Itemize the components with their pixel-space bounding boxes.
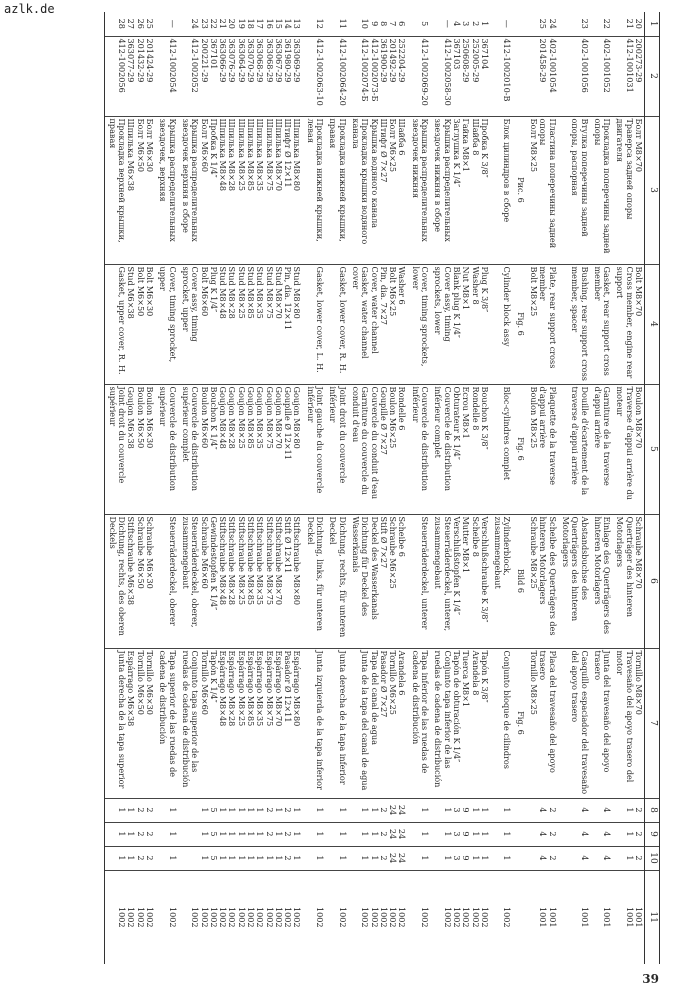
qty-col-9: 1 <box>155 822 178 846</box>
desc-english: Plug K 3/8″ Washer 8 Nut M8×1 Blank plug K 1/4″ Cover assy, timing sprockets, lower <box>430 264 490 384</box>
desc-spanish: Tornillo M6×30 Tornillo M6×50 Espárrago M6×38 Junta derecha de la tapa superior <box>104 648 155 798</box>
qty-col-8: 4 <box>590 798 613 822</box>
qty-col-8: 1 <box>303 798 326 822</box>
desc-english: Washer 6 Bolt M6×25 Pin, dia. 7×27 Cover, water channel Gasket, water channel cover <box>348 264 408 384</box>
desc-english: Stud M8×80 Pin, dia. 12×11 Stud M8×70 Stud M8×75 Stud M8×35 Stud M8×85 Stud M8×25 Stud M8×28 Stud M8×48 Plug K 1/4″ Bolt M6×60 Cover assy, timing sprocket, upper <box>178 264 303 384</box>
group-number <box>512 870 525 964</box>
part-number: 412-1002069-20 <box>407 36 430 116</box>
desc-russian: Болт М8×70 Траверса задней опоры двигателя <box>612 116 644 264</box>
table-row <box>526 12 558 964</box>
group-number: 1001 1001 <box>612 870 644 964</box>
table-row <box>490 12 513 964</box>
desc-german: Einlage des Querträgers des hinteren Motorlagers <box>590 514 613 648</box>
item-number: — <box>502 19 513 28</box>
qty-col-8: 1 <box>407 798 430 822</box>
group-number: 1002 1002 1002 1002 1002 <box>430 870 490 964</box>
group-number: 1002 <box>303 870 326 964</box>
desc-french: Boulon M6×30 Boulon M6×50 Goujon M6×38 Joint droit du couvercle supérieur <box>104 384 155 514</box>
qty-col-8 <box>512 798 525 822</box>
item-number: 11 <box>337 18 348 29</box>
desc-english: Bolt M6×30 Bolt M6×50 Stud M6×38 Gasket, upper cover, R. H. <box>104 264 155 384</box>
qty-col-9: 4 <box>590 822 613 846</box>
desc-russian: Болт M6×30 Болт M6×50 Шпилька M6×38 Прокладка верхней крышки, правая <box>104 116 155 264</box>
qty-col-9: 2 2 1 1 <box>104 822 155 846</box>
desc-russian: Пластина поперечины задней опоры Болт М8×25 <box>526 116 558 264</box>
qty-col-8: 24 24 2 1 1 <box>348 798 408 822</box>
qty-col-10: 24 24 2 1 1 <box>348 846 408 870</box>
desc-german: Schraube M6×30 Schraube M6×50 Stiftschraube M6×38 Dichtung, rechts, des oberen Deckels <box>104 514 155 648</box>
item-number <box>512 12 525 36</box>
desc-spanish: Junta del travesaño del apoyo trasero <box>590 648 613 798</box>
parts-catalog-sheet <box>12 12 660 964</box>
desc-german: Schraube M8×70 Querträger des hinteren Motorlagers <box>612 514 644 648</box>
part-number: 363069-29 361980-29 363067-29 363068-29 363068-29 363070-29 363064-29 363076-29 363066-29 367101 200221-29 412-1002052 <box>178 36 303 116</box>
desc-spanish: Fig. 6 <box>512 648 525 798</box>
qty-col-8: 2 1 <box>612 798 644 822</box>
desc-french: Bouchon K 3/8″ Rondelle 8 Ecrou M8×1 Obturateur K 1/4″ Couvercle de distribution inférieur complet <box>430 384 490 514</box>
qty-col-9: 2 4 <box>526 822 558 846</box>
desc-german: Dichtung, rechts, für unteren Deckel <box>325 514 348 648</box>
desc-russian: Блок цилиндров в сборе <box>490 116 513 264</box>
group-number: 1001 1001 <box>526 870 558 964</box>
qty-col-8: 2 2 1 1 <box>104 798 155 822</box>
group-number: 1001 <box>590 870 613 964</box>
qty-col-10: 2 2 1 1 <box>104 846 155 870</box>
item-number: 22 <box>602 18 613 29</box>
table-row <box>325 12 348 964</box>
desc-french: Goujon M8×80 Goupille Ø 12×11 Goujon M8×70 Goujon M8×75 Goujon M8×35 Goujon M8×85 Goujon M8×25 Goujon M8×28 Goujon M8×48 Bouchon K 1/4″ Boulon M6×60 Couvercle de distribution supérieur complet <box>178 384 303 514</box>
qty-col-10: 4 <box>558 846 590 870</box>
desc-english: Cylinder block assy <box>490 264 513 384</box>
qty-col-9: 24 24 2 1 1 <box>348 822 408 846</box>
part-number: 402-1001052 <box>590 36 613 116</box>
table-row <box>590 12 613 964</box>
desc-spanish: Placa del travesaño del apoyo trasero Tornillo M8×25 <box>526 648 558 798</box>
col-header-5: 5 <box>645 384 660 514</box>
desc-french: Bloc-cylindres complet <box>490 384 513 514</box>
desc-english: Bolt M8×70 Cross member, engine rear support <box>612 264 644 384</box>
desc-russian: Прокладка поперечины задней опоры <box>590 116 613 264</box>
col-header-9: 9 <box>645 822 660 846</box>
item-number: 6 7 8 9 10 <box>360 18 408 29</box>
table-row <box>612 12 644 964</box>
qty-col-8: 1 <box>490 798 513 822</box>
group-number: 1002 1002 1002 1002 <box>104 870 155 964</box>
desc-spanish: Tornillo M8×70 Travesaño del apoyo trasero del motor <box>612 648 644 798</box>
col-header-10: 10 <box>645 846 660 870</box>
desc-russian: Шайба 6 Болт M6×25 Штифт Ø 7×27 Крышка водяного канала Прокладка крышки водяного канала <box>348 116 408 264</box>
desc-russian: Прокладка нижней крышки, правая <box>325 116 348 264</box>
group-number: 1002 1002 1002 1002 1002 <box>348 870 408 964</box>
item-number: 12 <box>315 18 326 29</box>
desc-spanish: Tapón K 3/8″ Arandela 8 Tuerca M8×1 Tapón de obturación K 1/4″ Conjunto tapa inferior de las ruedas de cadena de distribución <box>430 648 490 798</box>
qty-col-10: 1 <box>407 846 430 870</box>
desc-english: Gasket, rear support cross member <box>590 264 613 384</box>
col-header-3: 3 <box>645 116 660 264</box>
desc-french: Joint gauche du couvercle inférieur <box>303 384 326 514</box>
group-number: 1002 <box>325 870 348 964</box>
table-row <box>104 12 155 964</box>
qty-col-9: 1 <box>303 822 326 846</box>
desc-french: Fig. 6 <box>512 384 525 514</box>
desc-german: Steuerräderdeckel, oberer <box>155 514 178 648</box>
part-number: 252204-29 201492-29 361900-29 412-1002073-Б 412-1002074-Б <box>348 36 408 116</box>
item-number: 1 2 3 4 — <box>442 19 490 28</box>
part-number: 412-1002054 <box>155 36 178 116</box>
qty-col-10: 2 1 <box>612 846 644 870</box>
table-row <box>558 12 590 964</box>
qty-col-9: 2 1 <box>612 822 644 846</box>
desc-german: Zylinderblock, zusammengebaut <box>490 514 513 648</box>
col-header-4: 4 <box>645 264 660 384</box>
qty-col-8: 4 <box>558 798 590 822</box>
group-number: 1002 1002 1002 1002 1002 1002 1002 1002 1002 1002 1002 1002 <box>178 870 303 964</box>
group-number: 1002 <box>490 870 513 964</box>
qty-col-8: 2 4 <box>526 798 558 822</box>
column-number-header <box>645 12 660 964</box>
col-header-1: 1 <box>645 12 660 36</box>
desc-german: Verschlußschraube K 3/8″ Scheibe 8 Mutter M8×1 Verschlußstopfen K 1/4″ Steuerräderdeckel, unterer, zusammengebaut <box>430 514 490 648</box>
qty-col-9: 1 <box>325 822 348 846</box>
desc-german: Stiftschraube M8×80 Stift Ø 12×11 Stiftschraube M8×70 Stiftschraube M8×75 Stiftschraube M8×35 Stiftschraube M8×85 Stiftschraube M8×25 Stiftschraube M8×28 Stiftschraube M8×48 Gewindestopfen K 1/4″ Schraube M6×60 Steuerräderdeckel, oberer, zusammengebaut <box>178 514 303 648</box>
desc-russian: Крышка распределительных звездочек, верхняя <box>155 116 178 264</box>
desc-german: Scheibe des Querträgers des hinteren Motorlagers Schraube M8×25 <box>526 514 558 648</box>
qty-col-10: 1 <box>490 846 513 870</box>
desc-german: Dichtung, links, für unteren Deckel <box>303 514 326 648</box>
desc-german: Abstandsbuchse des Querträgers des hinteren Motorlagers <box>558 514 590 648</box>
desc-russian: Прокладка нижней крышки, левая <box>303 116 326 264</box>
part-number: 412-1002064-20 <box>325 36 348 116</box>
site-watermark: azlk.de <box>4 2 55 16</box>
col-header-2: 2 <box>645 36 660 116</box>
item-number: 13 14 15 16 17 18 19 20 21 22 23 24 <box>190 18 303 29</box>
item-number: 20 21 <box>624 18 644 29</box>
desc-spanish: Conjunto bloque de cilindros <box>490 648 513 798</box>
qty-col-10 <box>512 846 525 870</box>
qty-col-8: 1 2 1 2 1 1 1 1 1 5 1 <box>178 798 303 822</box>
desc-french: Garniture de la traverse d'appui arrière <box>590 384 613 514</box>
col-header-7: 7 <box>645 648 660 798</box>
part-number: 367104 252005-29 250608-29 367103 412-1002058-30 <box>430 36 490 116</box>
qty-col-8: 1 <box>325 798 348 822</box>
desc-french: Boulon M8×70 Traverse d'appui arrière du moteur <box>612 384 644 514</box>
desc-french: Douille d'écartement de la traverse d'appui arrière <box>558 384 590 514</box>
qty-col-10: 1 2 1 1 1 1 1 1 1 5 1 <box>178 846 303 870</box>
item-number: 23 <box>579 18 590 29</box>
table-row <box>430 12 490 964</box>
item-number: — <box>167 19 178 28</box>
desc-french: Couvercle de distribution supérieur <box>155 384 178 514</box>
part-number <box>512 36 525 116</box>
desc-english: Gasket, lower cover, R. H. <box>325 264 348 384</box>
desc-russian: Крышка распределительных звездочек нижняя <box>407 116 430 264</box>
table-row <box>155 12 178 964</box>
desc-russian: Втулка поперечины задней опоры, распорная <box>558 116 590 264</box>
part-number: 412-1002010-В <box>490 36 513 116</box>
desc-french: Couvercle de distribution inférieur <box>407 384 430 514</box>
desc-spanish: Junta izquierda de la tapa inferior <box>303 648 326 798</box>
desc-english: Cover, timing sprockets, lower <box>407 264 430 384</box>
group-number: 1002 <box>407 870 430 964</box>
col-header-6: 6 <box>645 514 660 648</box>
qty-col-10: 1 <box>303 846 326 870</box>
desc-french: Plaquette de la traverse d'appui arrière Boulon M8×25 <box>526 384 558 514</box>
qty-col-8: 1 <box>155 798 178 822</box>
desc-russian: Шпилька M8×80 Штифт Ø 12×11 Шпилька M8×70 Шпилька M8×75 Шпилька M8×35 Шпилька M8×85 Шпилька M8×25 Шпилька M8×28 Шпилька M8×48 Пробка K 1/4″ Болт M6×60 Крышка распределительных звездочек верхняя в сборе <box>178 116 303 264</box>
desc-spanish: Tapa inferior de las ruedas de cadena de distribución <box>407 648 430 798</box>
qty-col-10: 4 <box>590 846 613 870</box>
desc-english: Plate, rear support cross member Bolt M8×25 <box>526 264 558 384</box>
group-number: 1001 <box>558 870 590 964</box>
qty-col-10: 1 <box>155 846 178 870</box>
qty-col-9: 4 <box>558 822 590 846</box>
part-number: 201424-29 201432-29 363077-29 412-1002056 <box>104 36 155 116</box>
desc-spanish: Casquillo espaciador del travesaño del apoyo trasero <box>558 648 590 798</box>
parts-table <box>104 12 660 964</box>
part-number: 402-1001054 201458-29 <box>526 36 558 116</box>
desc-german: Scheibe 6 Schraube M6×25 Stift Ø 7×27 Deckel des Wasserkanals Dichtung für Deckel des Wasserkanals <box>348 514 408 648</box>
page-number: 39 <box>642 972 659 986</box>
desc-spanish: Junta derecha de la tapa inferior <box>325 648 348 798</box>
desc-english: Bushing, rear support cross member, spacer <box>558 264 590 384</box>
desc-french: Joint droit du couvercle inférieur <box>325 384 348 514</box>
figure-reference-row <box>512 12 525 964</box>
part-number: 412-1002063-10 <box>303 36 326 116</box>
part-number: 402-1001056 <box>558 36 590 116</box>
qty-col-10: 2 4 <box>526 846 558 870</box>
qty-col-9: 1 <box>490 822 513 846</box>
qty-col-9: 1 1 9 3 1 <box>430 822 490 846</box>
item-number: 25 26 27 28 <box>104 12 155 36</box>
table-row <box>303 12 326 964</box>
desc-english: Gasket, lower cover, L. H. <box>303 264 326 384</box>
table-row <box>348 12 408 964</box>
desc-spanish: Arandela 6 Tornillo M6×25 Pasador Ø 7×27 Tapa del canal de agua Junta de la tapa del canal de agua <box>348 648 408 798</box>
table-row <box>407 12 430 964</box>
desc-russian: Рис. 6 <box>512 116 525 264</box>
part-number: 200273-29 412-1001031 <box>612 36 644 116</box>
desc-french: Rondelle 6 Boulon M6×25 Goupille Ø 7×27 Couvercle du conduit d'eau Garniture du couvercle du conduit d'eau <box>348 384 408 514</box>
desc-english: Fig. 6 <box>512 264 525 384</box>
table-row <box>178 12 303 964</box>
col-header-8: 8 <box>645 798 660 822</box>
qty-col-10: 1 <box>325 846 348 870</box>
qty-col-9: 1 2 1 2 1 1 1 1 1 5 1 <box>178 822 303 846</box>
desc-russian: Пробка K 3/8″ Шайба 8 Гайка M8×1 Заглушка K 1/4″ Крышка распределительных звездочек нижняя в сборе <box>430 116 490 264</box>
item-number: 5 <box>420 21 431 27</box>
desc-spanish: Espárrago M8×80 Pasador Ø 12×11 Espárrago M8×70 Espárrago M8×75 Espárrago M8×35 Espárrago M8×85 Espárrago M8×25 Espárrago M8×28 Espárrago M8×48 Tapón K 1/4″ Tornillo M6×60 Conjunto tapa superior de las ruedas de cadena de distribución <box>178 648 303 798</box>
desc-spanish: Tapa superior de las ruedas de cadena de distribución <box>155 648 178 798</box>
col-header-11: 11 <box>645 870 660 964</box>
group-number: 1002 <box>155 870 178 964</box>
desc-english: Cover, timing sprocket, upper <box>155 264 178 384</box>
desc-german: Bild 6 <box>512 514 525 648</box>
qty-col-10: 1 1 9 3 1 <box>430 846 490 870</box>
desc-german: Steuerräderdeckel, unterer <box>407 514 430 648</box>
qty-col-9 <box>512 822 525 846</box>
qty-col-8: 1 1 9 3 1 <box>430 798 490 822</box>
qty-col-9: 1 <box>407 822 430 846</box>
item-number: 24 25 <box>538 18 558 29</box>
